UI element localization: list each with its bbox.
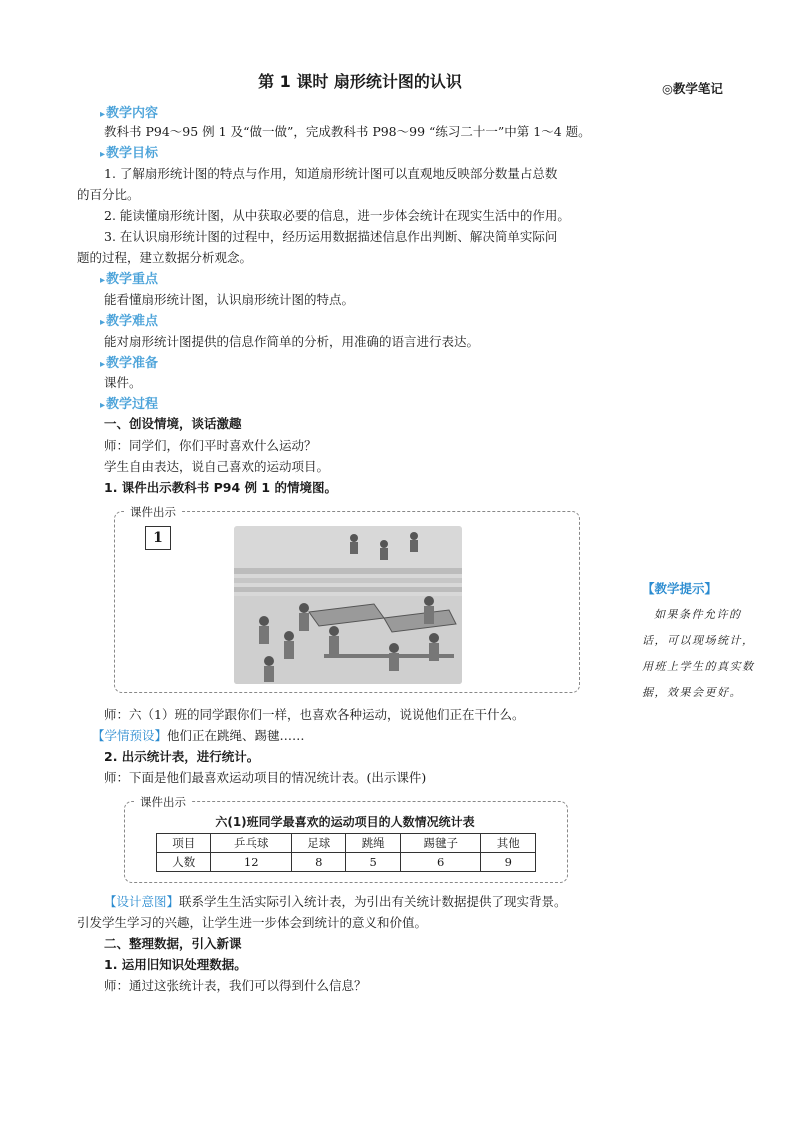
- teaching-tip-line: 用班上学生的真实数: [642, 660, 755, 673]
- goal-1-line-1: 1. 了解扇形统计图的特点与作用，知道扇形统计图可以直观地反映部分数量占总数: [104, 166, 558, 181]
- table-cell: 8: [292, 853, 346, 872]
- stats-table-title: 六(1)班同学最喜欢的运动项目的人数情况统计表: [215, 815, 475, 829]
- predict-row: [92, 726, 305, 744]
- section-heading-prep: ▸ 教学准备: [100, 352, 158, 371]
- teaching-tip-heading: 【教学提示】: [642, 581, 718, 596]
- table-header-cell: 乒乓球: [211, 834, 292, 853]
- goal-1-line-2: 的百分比。: [77, 187, 140, 202]
- table-header-label: 项目: [157, 834, 211, 853]
- scene-illustration: [234, 526, 462, 684]
- teacher-line-4: 师：通过这张统计表，我们可以得到什么信息？: [104, 978, 367, 993]
- stats-table: [156, 833, 536, 872]
- design-intent-tag: 【设计意图】: [104, 894, 180, 909]
- teaching-tip-line: 据，效果会更好。: [642, 686, 742, 699]
- section-heading-process: ▸ 教学过程: [100, 393, 158, 412]
- teacher-line-3: 师：下面是他们最喜欢运动项目的情况统计表。(出示课件): [104, 770, 427, 785]
- table-header-cell: 其他: [481, 834, 536, 853]
- content-text: 教科书 P94～95 例 1 及“做一做”，完成教科书 P98～99 “练习二十一”中第 1～4 题。: [104, 124, 591, 139]
- example-number: 1: [145, 526, 171, 550]
- teacher-line-2: 师：六（1）班的同学跟你们一样，也喜欢各种运动，说说他们正在干什么。: [104, 707, 525, 722]
- section-heading-key: ▸ 教学重点: [100, 268, 158, 287]
- section-heading-difficult: ▸ 教学难点: [100, 310, 158, 329]
- section-heading-goals: ▸ 教学目标: [100, 142, 158, 161]
- table-cell: 5: [346, 853, 400, 872]
- key-text: 能看懂扇形统计图，认识扇形统计图的特点。: [104, 292, 355, 307]
- student-line-1: 学生自由表达，说自己喜欢的运动项目。: [104, 459, 330, 474]
- step-1: 1. 课件出示教科书 P94 例 1 的情境图。: [104, 480, 337, 495]
- teaching-notes-label: ◎教学笔记: [662, 81, 723, 96]
- section-heading-content: ▸ 教学内容: [100, 102, 158, 121]
- design-intent-row: [104, 892, 567, 910]
- predict-tag: 【学情预设】: [92, 728, 168, 743]
- design-intent-text-2: 引发学生学习的兴趣，让学生进一步体会到统计的意义和价值。: [77, 915, 428, 930]
- table-header-cell: 足球: [292, 834, 346, 853]
- sports-scene-image: [234, 526, 462, 684]
- table-cell: 6: [400, 853, 481, 872]
- teaching-tip-body: [642, 602, 760, 706]
- table-cell: 12: [211, 853, 292, 872]
- prep-text: 课件。: [104, 375, 142, 390]
- difficult-text: 能对扇形统计图提供的信息作简单的分析，用准确的语言进行表达。: [104, 334, 480, 349]
- design-intent-text: 联系学生生活实际引入统计表，为引出有关统计数据提供了现实背景。: [179, 894, 567, 909]
- page-title: 第 1 课时 扇形统计图的认识: [258, 72, 462, 91]
- process-part-1: 一、创设情境，谈话激趣: [104, 416, 242, 431]
- table-row-label: 人数: [157, 853, 211, 872]
- teacher-line-1: 师：同学们，你们平时喜欢什么运动？: [104, 438, 317, 453]
- step-3: 1. 运用旧知识处理数据。: [104, 957, 247, 972]
- goal-2: 2. 能读懂扇形统计图，从中获取必要的信息，进一步体会统计在现实生活中的作用。: [104, 208, 570, 223]
- process-part-2: 二、整理数据，引入新课: [104, 936, 242, 951]
- goal-3-line-2: 题的过程，建立数据分析观念。: [77, 250, 253, 265]
- table-row: [157, 853, 536, 872]
- step-2: 2. 出示统计表，进行统计。: [104, 749, 260, 764]
- teaching-tip-line: 话，可以现场统计，: [642, 634, 755, 647]
- teaching-tip-line: 如果条件允许的: [654, 608, 742, 621]
- courseware-tag-2: 课件出示: [134, 794, 192, 810]
- table-header-cell: 跳绳: [346, 834, 400, 853]
- predict-text: 他们正在跳绳、踢毽……: [167, 728, 305, 743]
- courseware-tag-1: 课件出示: [124, 504, 182, 520]
- goal-3-line-1: 3. 在认识扇形统计图的过程中，经历运用数据描述信息作出判断、解决简单实际问: [104, 229, 558, 244]
- table-header-row: [157, 834, 536, 853]
- table-cell: 9: [481, 853, 536, 872]
- table-header-cell: 踢毽子: [400, 834, 481, 853]
